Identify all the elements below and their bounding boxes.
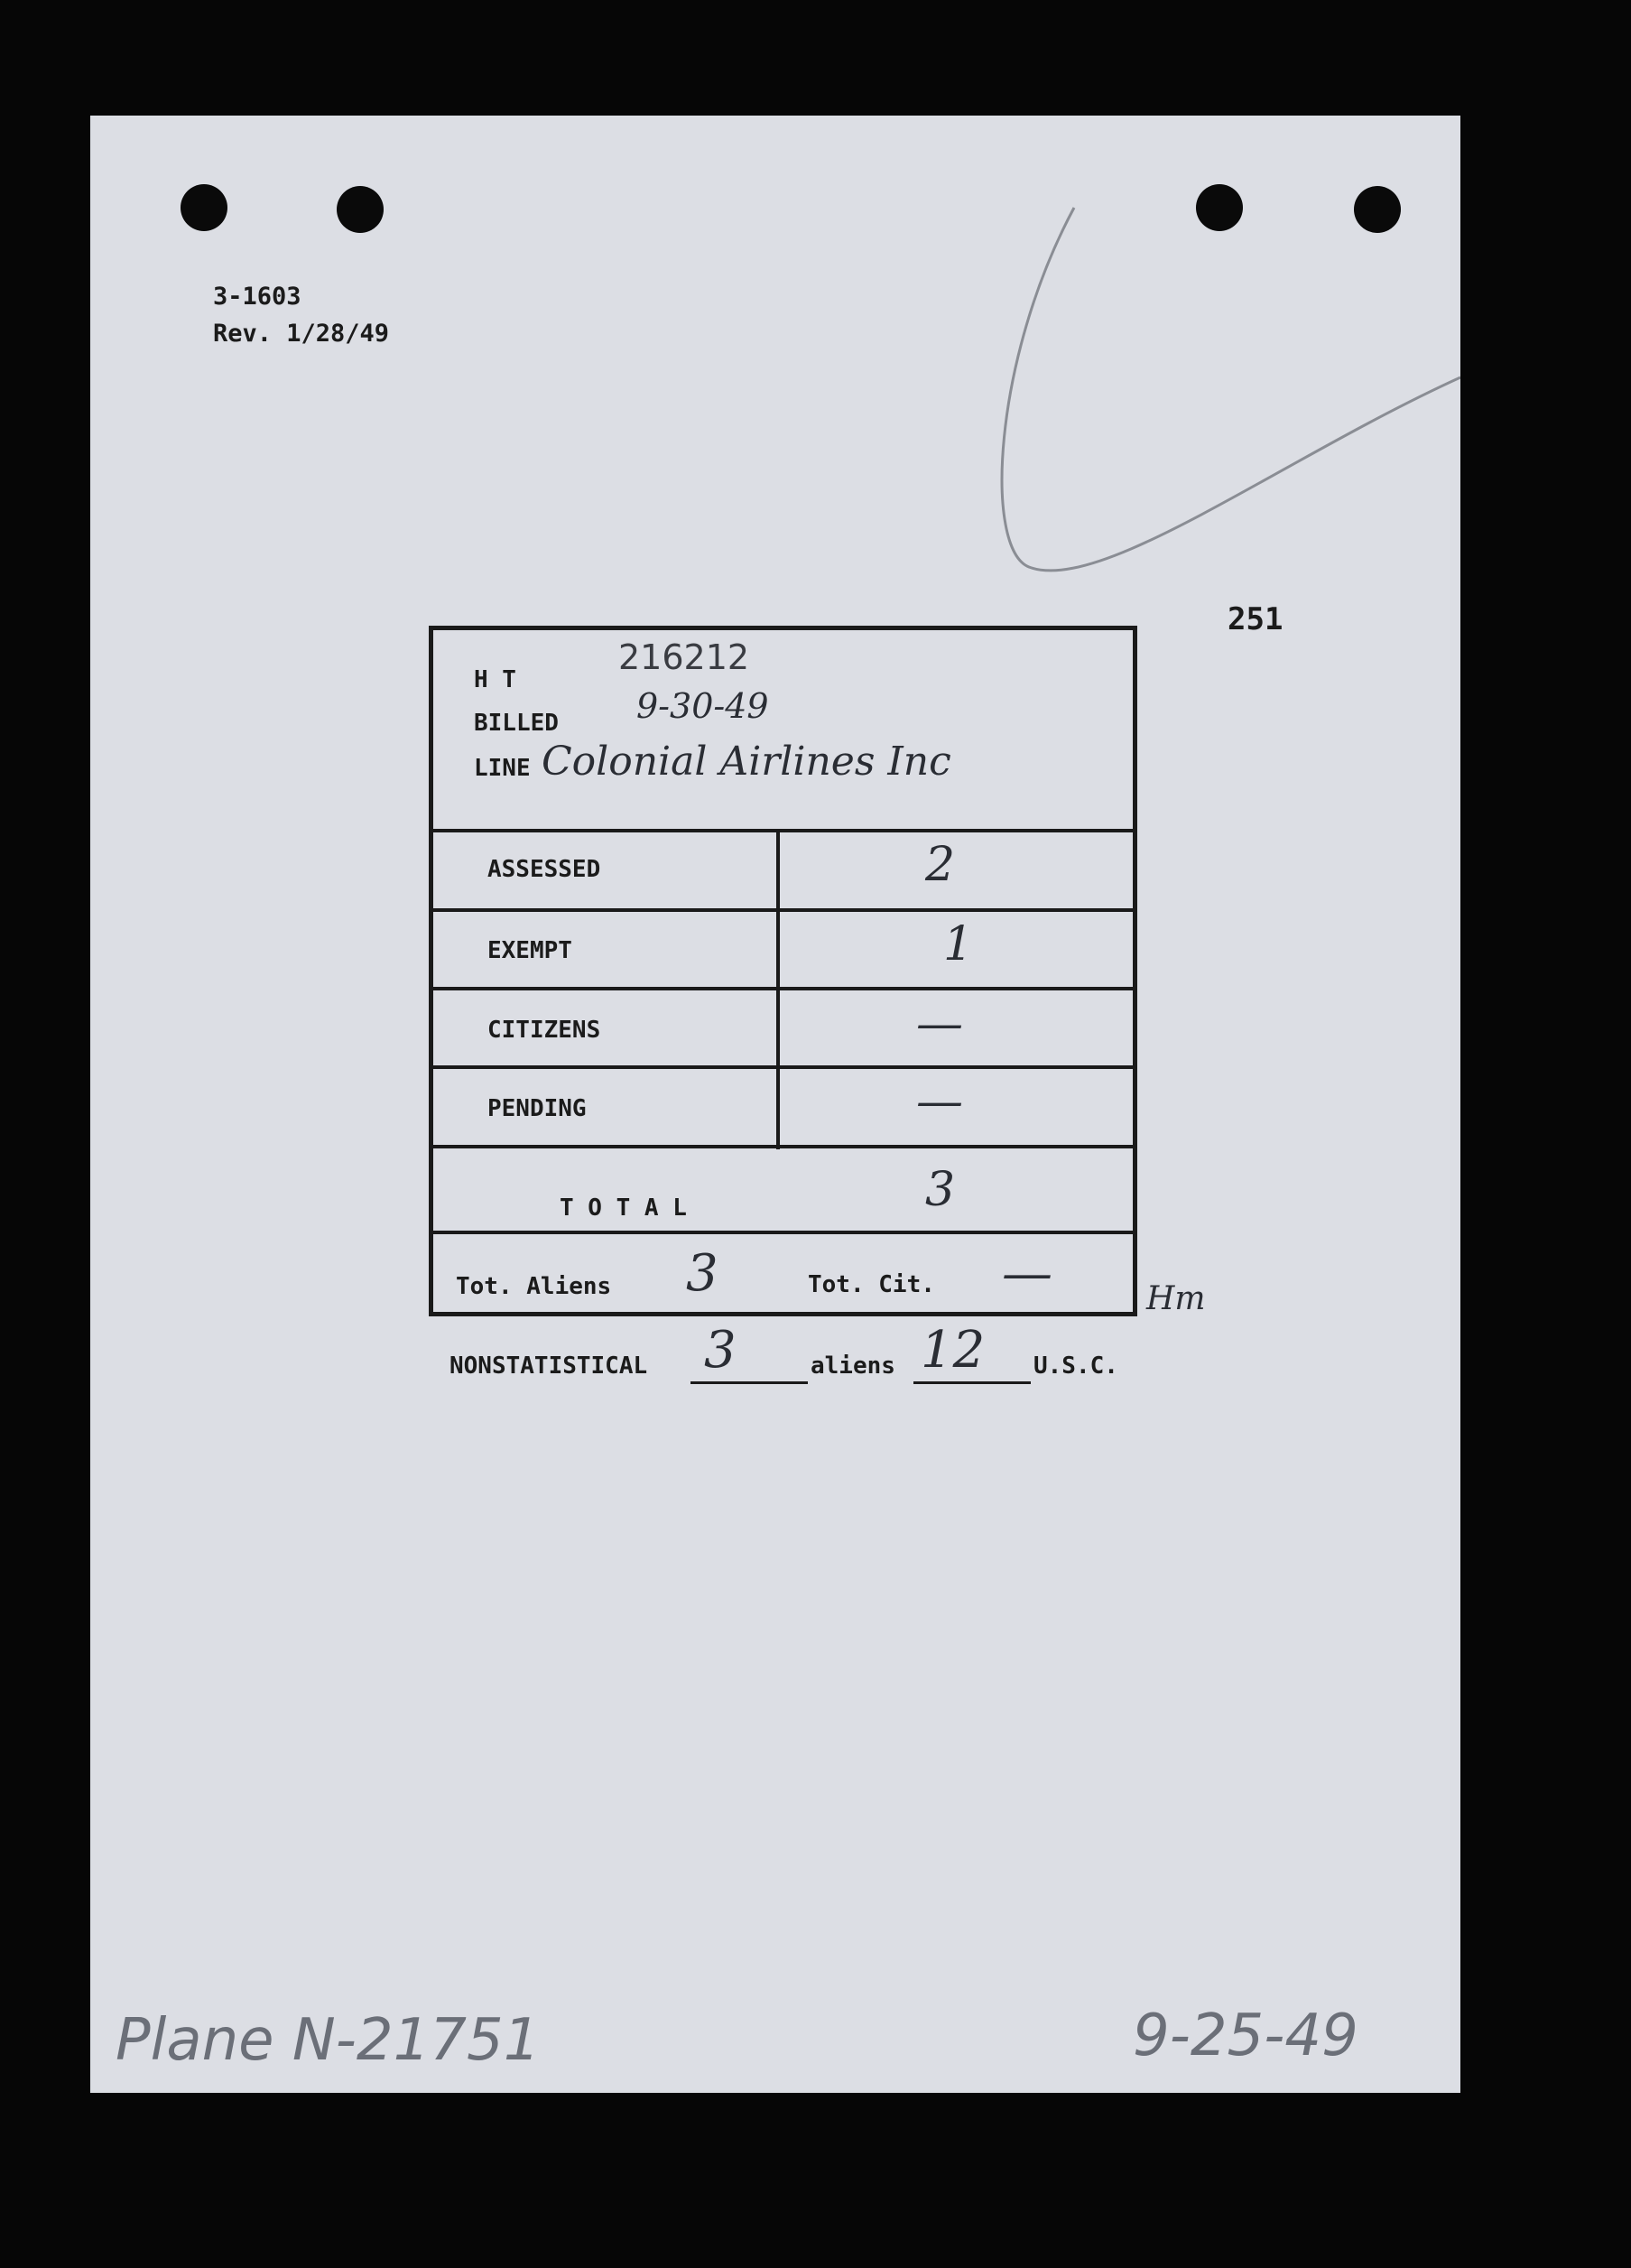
nonstatistical-aliens-label: aliens bbox=[811, 1352, 895, 1380]
line-label: LINE bbox=[474, 755, 531, 782]
record-form bbox=[429, 626, 1137, 1316]
billed-label: BILLED bbox=[474, 710, 559, 737]
row-label-exempt: EXEMPT bbox=[487, 937, 572, 964]
row-label-assessed: ASSESSED bbox=[487, 856, 601, 883]
nonstatistical-label: NONSTATISTICAL bbox=[449, 1352, 648, 1380]
total-aliens-label: Tot. Aliens bbox=[456, 1273, 612, 1300]
total-value: 3 bbox=[925, 1163, 956, 1217]
divider bbox=[433, 1145, 1133, 1148]
nonstatistical-usc-value: 12 bbox=[921, 1321, 986, 1380]
nonstatistical-usc-label: U.S.C. bbox=[1033, 1352, 1118, 1380]
blank-line bbox=[690, 1381, 808, 1384]
document-page bbox=[90, 116, 1460, 2093]
row-value-citizens: — bbox=[916, 997, 963, 1051]
total-aliens-value: 3 bbox=[686, 1244, 718, 1303]
plane-number: Plane N-21751 bbox=[116, 2007, 541, 2074]
form-code: 3-1603 bbox=[213, 283, 301, 311]
billed-date: 9-30-49 bbox=[636, 686, 769, 726]
line-value: Colonial Airlines Inc bbox=[542, 739, 951, 785]
divider bbox=[433, 987, 1133, 990]
total-label: T O T A L bbox=[560, 1194, 687, 1222]
initials: Hm bbox=[1146, 1280, 1206, 1317]
ht-number: 216212 bbox=[618, 637, 750, 677]
arrival-date: 9-25-49 bbox=[1133, 2003, 1358, 2069]
row-value-exempt: 1 bbox=[943, 917, 974, 971]
total-citizens-value: — bbox=[1002, 1244, 1052, 1303]
row-value-assessed: 2 bbox=[925, 838, 956, 892]
divider bbox=[433, 908, 1133, 912]
ht-label: H T bbox=[474, 666, 516, 693]
divider bbox=[433, 829, 1133, 832]
total-citizens-label: Tot. Cit. bbox=[808, 1271, 935, 1298]
revision-date: Rev. 1/28/49 bbox=[213, 320, 390, 348]
row-value-pending: — bbox=[916, 1074, 963, 1129]
nonstatistical-aliens-value: 3 bbox=[704, 1321, 737, 1380]
divider bbox=[433, 1065, 1133, 1069]
page-number: 251 bbox=[1228, 601, 1283, 637]
row-label-citizens: CITIZENS bbox=[487, 1017, 601, 1044]
divider bbox=[433, 1231, 1133, 1234]
row-label-pending: PENDING bbox=[487, 1095, 587, 1122]
blank-line bbox=[913, 1381, 1031, 1384]
